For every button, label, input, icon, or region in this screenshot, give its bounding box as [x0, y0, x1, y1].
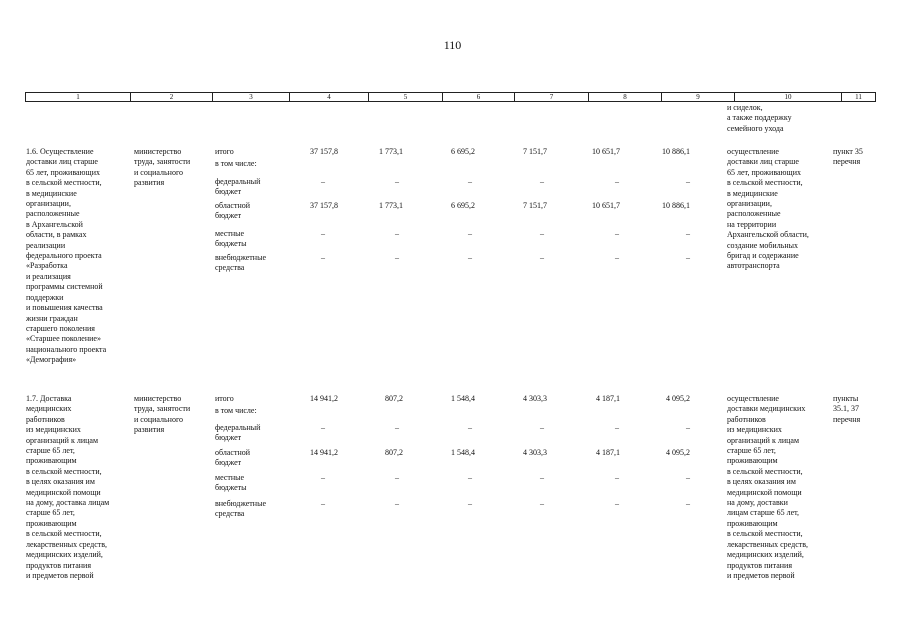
federal-col-5: –: [395, 423, 399, 432]
col-header-4: 4: [290, 93, 369, 102]
local-col-6: –: [468, 229, 472, 238]
total-col-8: 10 651,7: [592, 147, 620, 156]
federal-col-9: –: [686, 423, 690, 432]
total-col-5: 807,2: [385, 394, 403, 403]
total-col-8: 4 187,1: [596, 394, 620, 403]
col-header-1: 1: [26, 93, 131, 102]
extrabudget-col-4: –: [321, 499, 325, 508]
col-header-6: 6: [443, 93, 515, 102]
result-cell: осуществление доставки лиц старше 65 лет, проживающих в сельской местности, в медицинские организации, расположенные на территории Архангельской области, создание мобильных бригад и содержание автотранспорта: [727, 147, 809, 271]
total-col-9: 10 886,1: [662, 147, 690, 156]
total-col-5: 1 773,1: [379, 147, 403, 156]
regional-col-8: 4 187,1: [596, 448, 620, 457]
regional-col-4: 37 157,8: [310, 201, 338, 210]
extrabudget-col-9: –: [686, 253, 690, 262]
regional-col-9: 4 095,2: [666, 448, 690, 457]
federal-col-4: –: [321, 423, 325, 432]
reference-cell: пункт 35 перечня: [833, 147, 863, 167]
result-cell: осуществление доставки медицинских работников из медицинских организаций к лицам старше 65 лет, проживающим в сельской местности, в целях оказания им медицинской помощи на дому, доставки лицам старше 65 лет, проживающим в сельской местности, лекарственных средств, медицинских изделий, продуктов питания и предметов первой: [727, 394, 809, 580]
source-federal: федеральный бюджет: [215, 423, 261, 443]
federal-col-4: –: [321, 177, 325, 186]
col-header-5: 5: [369, 93, 443, 102]
source-federal: федеральный бюджет: [215, 177, 261, 197]
regional-col-8: 10 651,7: [592, 201, 620, 210]
federal-col-7: –: [540, 423, 544, 432]
extrabudget-col-8: –: [615, 499, 619, 508]
executor-cell: министерство труда, занятости и социального развития: [134, 147, 191, 188]
local-col-4: –: [321, 473, 325, 482]
source-regional: областной бюджет: [215, 201, 251, 221]
total-col-6: 6 695,2: [451, 147, 475, 156]
col-header-3: 3: [213, 93, 290, 102]
total-col-7: 4 303,3: [523, 394, 547, 403]
regional-col-5: 807,2: [385, 448, 403, 457]
col-header-10: 10: [735, 93, 842, 102]
source-local: местные бюджеты: [215, 473, 247, 493]
source-extrabudget: внебюджетные средства: [215, 499, 266, 519]
regional-col-6: 1 548,4: [451, 448, 475, 457]
extrabudget-col-5: –: [395, 253, 399, 262]
regional-col-6: 6 695,2: [451, 201, 475, 210]
federal-col-8: –: [615, 423, 619, 432]
local-col-4: –: [321, 229, 325, 238]
local-col-8: –: [615, 229, 619, 238]
carryover-result-text: и сиделок, а также поддержку семейного ухода: [727, 103, 792, 133]
local-col-7: –: [540, 473, 544, 482]
extrabudget-col-4: –: [321, 253, 325, 262]
source-local: местные бюджеты: [215, 229, 247, 249]
source-itogo: итого: [215, 394, 234, 403]
federal-col-7: –: [540, 177, 544, 186]
extrabudget-col-9: –: [686, 499, 690, 508]
federal-col-5: –: [395, 177, 399, 186]
page-number: 110: [443, 38, 462, 52]
extrabudget-col-7: –: [540, 253, 544, 262]
column-number-header: [25, 92, 876, 102]
measure-title: 1.6. Осуществление доставки лиц старше 65 лет, проживающих в сельской местности, в медицинские организации, расположенные в Архангельской области, в рамках реализации федерального проекта «Разработка и реализация программы системной поддержки и повышения качества жизни граждан старшего поколения «Старшее поколение» национального проекта «Демография»: [26, 147, 107, 365]
federal-col-9: –: [686, 177, 690, 186]
extrabudget-col-5: –: [395, 499, 399, 508]
local-col-9: –: [686, 473, 690, 482]
local-col-7: –: [540, 229, 544, 238]
extrabudget-col-7: –: [540, 499, 544, 508]
extrabudget-col-6: –: [468, 253, 472, 262]
col-header-11: 11: [842, 93, 876, 102]
regional-col-9: 10 886,1: [662, 201, 690, 210]
col-header-8: 8: [589, 93, 662, 102]
local-col-6: –: [468, 473, 472, 482]
local-col-5: –: [395, 473, 399, 482]
total-col-6: 1 548,4: [451, 394, 475, 403]
measure-title: 1.7. Доставка медицинских работников из медицинских организаций к лицам старше 65 лет, проживающим в сельской местности, в целях оказания им медицинской помощи на дому, доставка лицам старше 65 лет, проживающим в сельской местности, лекарственных средств, медицинских изделий, продуктов питания и предметов первой: [26, 394, 110, 580]
total-col-9: 4 095,2: [666, 394, 690, 403]
total-col-4: 37 157,8: [310, 147, 338, 156]
col-header-2: 2: [131, 93, 213, 102]
extrabudget-col-8: –: [615, 253, 619, 262]
col-header-9: 9: [662, 93, 735, 102]
local-col-5: –: [395, 229, 399, 238]
federal-col-8: –: [615, 177, 619, 186]
source-regional: областной бюджет: [215, 448, 251, 468]
source-including: в том числе:: [215, 159, 257, 168]
regional-col-7: 7 151,7: [523, 201, 547, 210]
executor-cell: министерство труда, занятости и социального развития: [134, 394, 191, 435]
col-header-7: 7: [515, 93, 589, 102]
regional-col-4: 14 941,2: [310, 448, 338, 457]
total-col-7: 7 151,7: [523, 147, 547, 156]
federal-col-6: –: [468, 423, 472, 432]
local-col-8: –: [615, 473, 619, 482]
extrabudget-col-6: –: [468, 499, 472, 508]
local-col-9: –: [686, 229, 690, 238]
source-itogo: итого: [215, 147, 234, 156]
total-col-4: 14 941,2: [310, 394, 338, 403]
federal-col-6: –: [468, 177, 472, 186]
regional-col-7: 4 303,3: [523, 448, 547, 457]
source-including: в том числе:: [215, 406, 257, 415]
regional-col-5: 1 773,1: [379, 201, 403, 210]
reference-cell: пункты 35.1, 37 перечня: [833, 394, 861, 424]
source-extrabudget: внебюджетные средства: [215, 253, 266, 273]
